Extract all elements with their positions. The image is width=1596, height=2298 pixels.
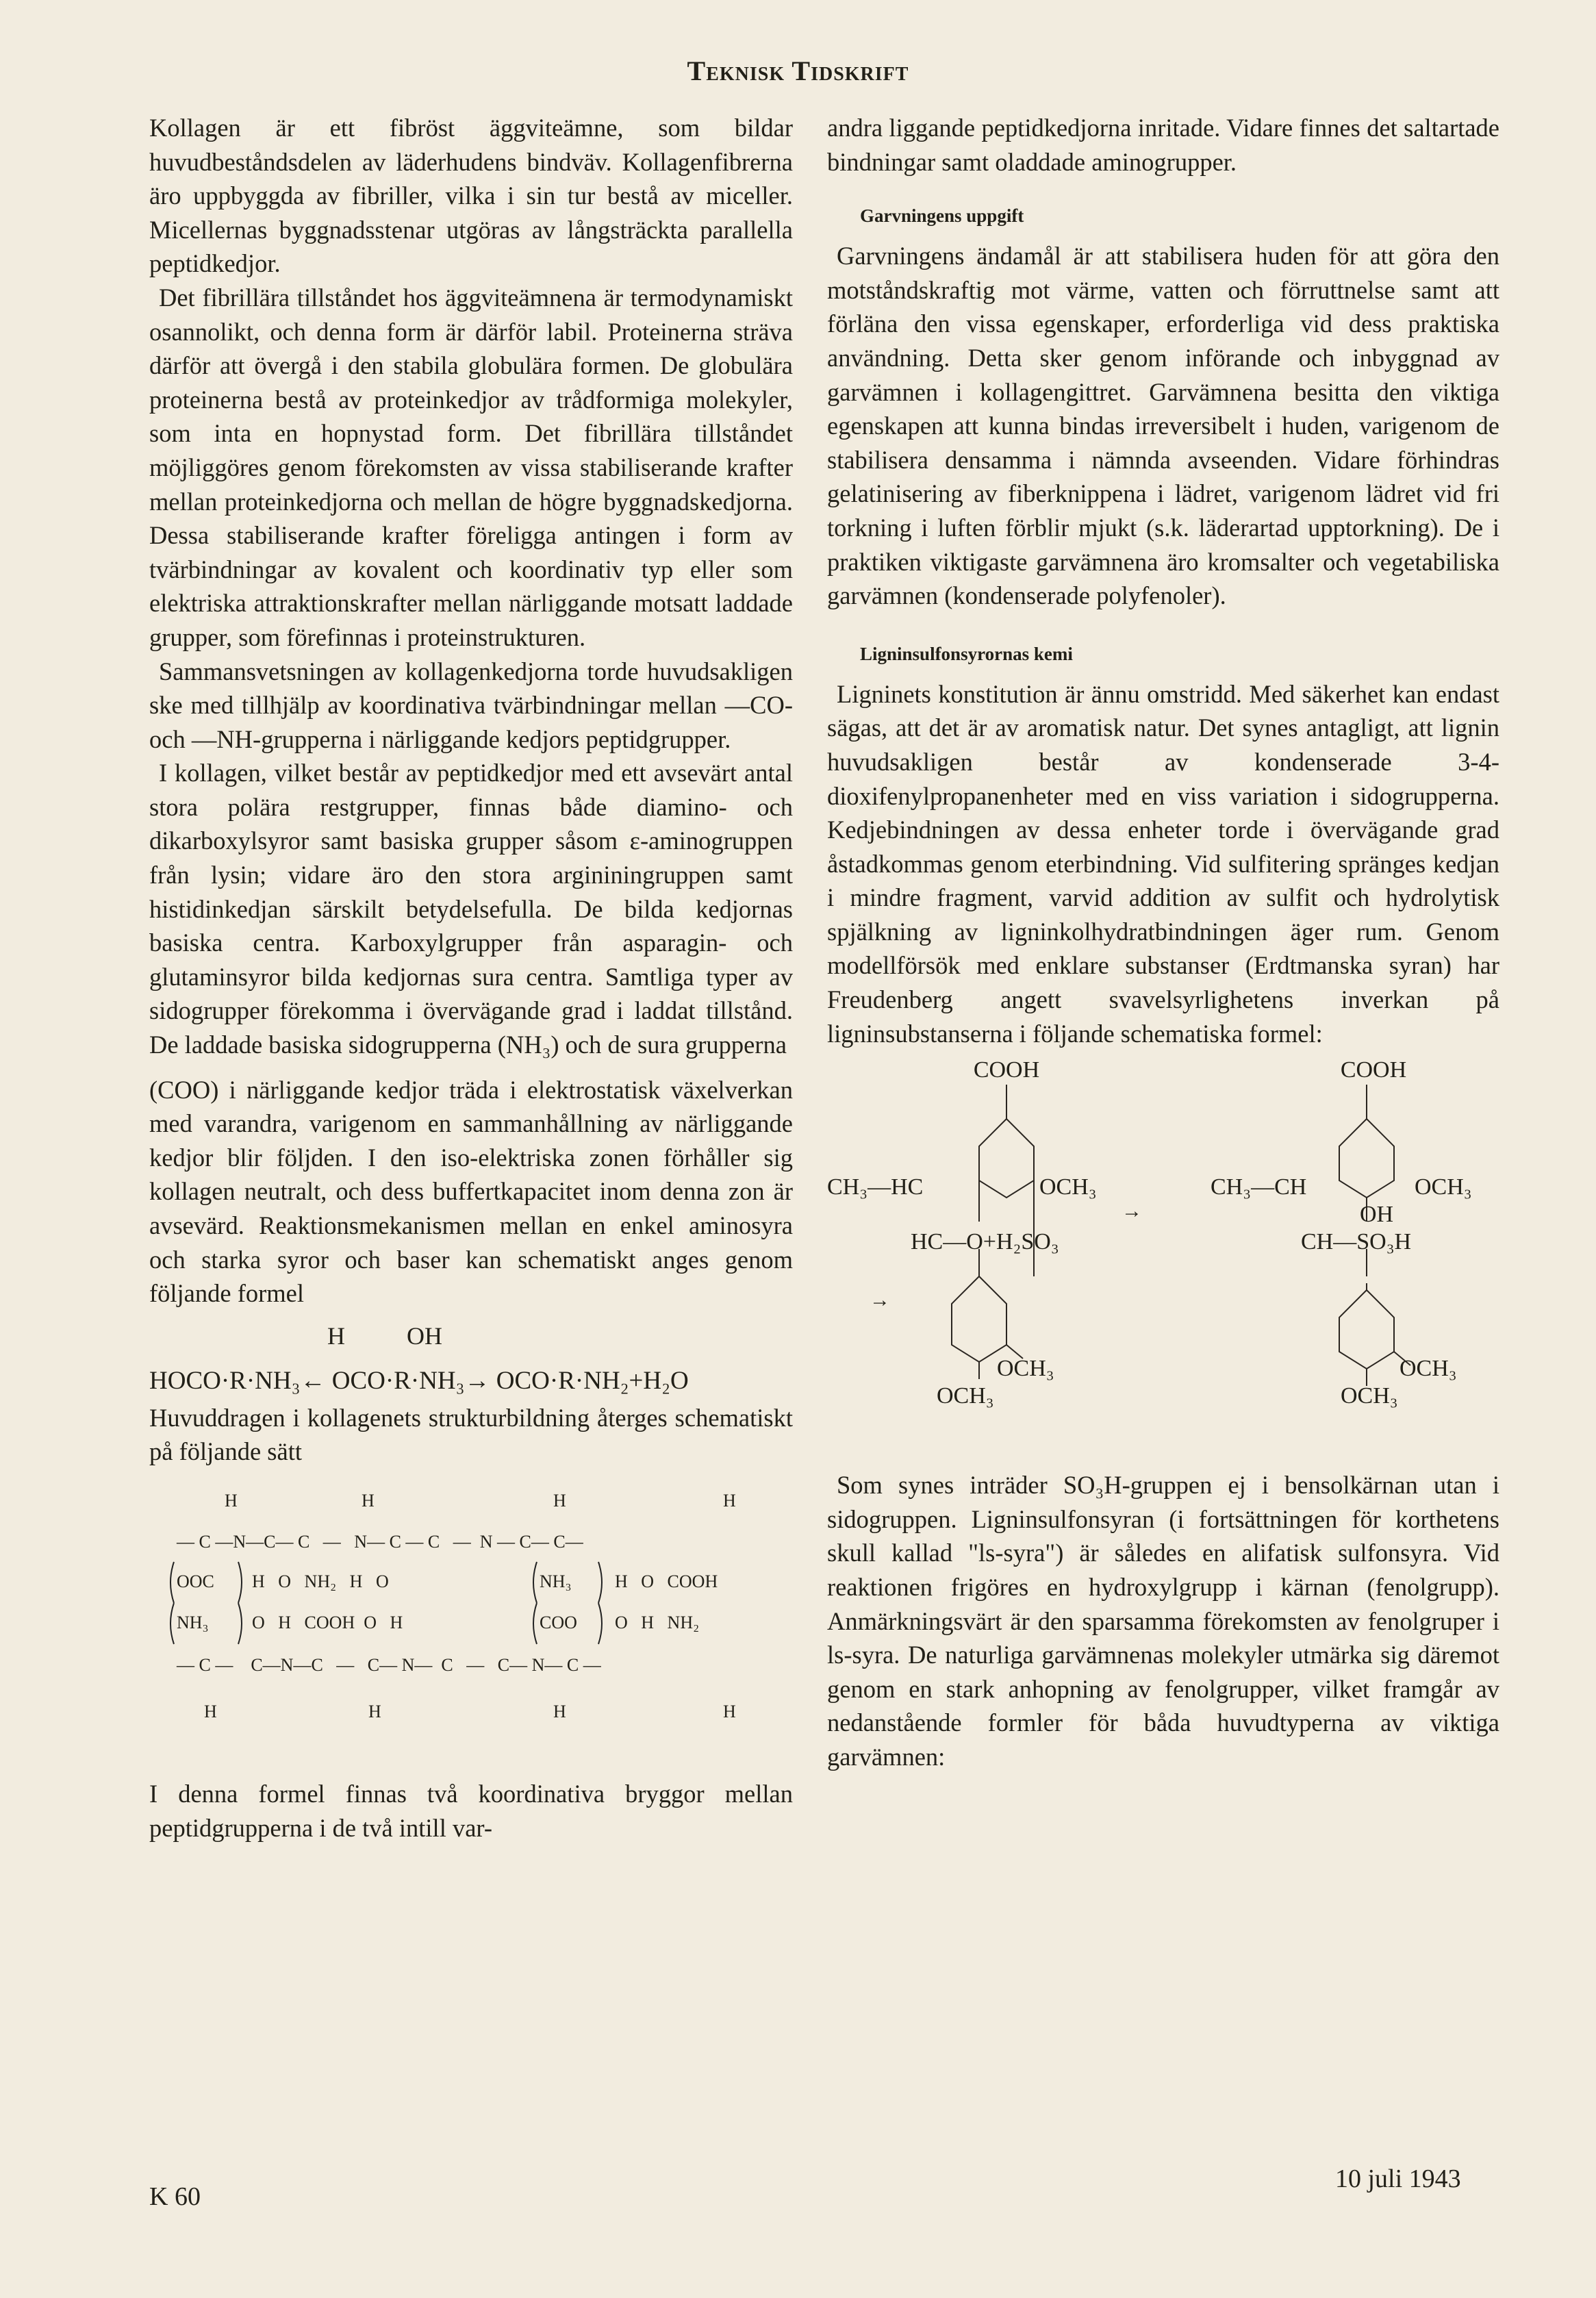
chain-line-bottom: — C — C—N—C — C— N— C — C— N— C —: [177, 1654, 601, 1675]
paragraph: Kollagen är ett fibröst äggviteämne, som bildar huvudbeståndsdelen av läderhudens bindväv. Kollagenfibrerna äro uppbyggda av fibriller, vilka i sin tur bestå av miceller. Micellernas byggnadsstenar utgöras av långsträckta parallella peptidkedjor.: [149, 114, 793, 278]
lignin-sulfonation-formula: [827, 1050, 1499, 1468]
h-label: H: [553, 1490, 566, 1511]
side-groups: O H COOH O H: [252, 1612, 403, 1632]
h-label: H: [553, 1701, 566, 1721]
right-column: [827, 111, 1499, 1774]
paragraph: Det fibrillära tillståndet hos äggviteämnena är termodynamiskt osannolikt, och denna form är därför labil. Proteinerna sträva därför att övergå i den stabila globulära formen. De globulära proteinerna bestå av proteinkedjor av trådformiga molekyler, som inta en hopnystad form. Det fibrillära tillståndet möjliggöres genom förekomsten av vissa stabiliserande krafter mellan proteinkedjorna och mellan de högre byggnadskedjorna. Dessa stabiliserande krafter föreligga antingen i form av tvärbindningar av kovalent och koordinativ typ eller som elektriska attraktionskrafter mellan närliggande motsatt laddade grupper, som förefinnas i proteinstrukturen.: [149, 283, 793, 651]
left-column: [149, 111, 793, 1845]
acid-group: OOC: [177, 1571, 214, 1591]
issue-date: 10 juli 1943: [1335, 2164, 1461, 2193]
cooh-label: COOH: [973, 1057, 1040, 1083]
paragraph: Som synes inträder SO₃H-gruppen ej i bensolkärnan utan i sidogruppen. Ligninsulfonsyran (i fortsättningen för korthetens skull kallad "ls-syra") är således en alifatisk sulfonsyra. Vid reaktionen frigöres en hydroxylgrupp i kärnan (fenolgrupp). Anmärkningsvärt är den sparsamma förekomsten av fenolgruper i ls-syra. De naturliga garvämnenas molekyler utmärka sig däremot genom en stark anhopning av fenolgrupper, vilket framgår av nedanstående formler för båda huvudtyperna av viktiga garvämnen:: [827, 1471, 1499, 1771]
acid-group: COO: [540, 1612, 577, 1632]
paragraph: andra liggande peptidkedjorna inritade. Vidare finnes det saltartade bindningar samt oladdade aminogrupper.: [827, 114, 1499, 176]
methoxy-label: OCH₃: [1039, 1174, 1097, 1200]
methyl-group: CH₃—HC: [827, 1174, 924, 1200]
journal-header: Teknisk Tidskrift: [687, 55, 909, 86]
paragraph: Ligninets konstitution är ännu omstridd. Med säkerhet kan endast sägas, att det är av aromatisk natur. Det synes antagligt, att lignin huvudsakligen består av kondenserade 3-4-dioxifenylpropanenheter med en viss variation i sidogrupperna. Kedjebindningen av dessa enheter torde i övervägande grad åstadkommas genom eterbindning. Vid sulfitering spränges kedjan i mindre fragment, varvid addition av sulfit och hydrolytisk spjälkning av ligninkolhydratbindningen äger rum. Genom modellförsök med enklare substanser (Erdtmanska syran) har Freudenberg angett svavelsyrlighetens inverkan på ligninsubstanserna i följande schematiska formel:: [827, 679, 1499, 1048]
reaction-arrow: →: [1122, 1200, 1142, 1223]
side-groups: H O COOH: [615, 1571, 718, 1591]
h-label: H: [723, 1701, 736, 1721]
methoxy-label: OCH₃: [997, 1356, 1054, 1382]
paragraph: (COO) i närliggande kedjor träda i elektrostatisk växelverkan med varandra, varigenom en sammanhållning av närliggande kedjor blir följden. I den iso-elektriska zonen förhåller sig kollagen neutralt, och dess buffertkapacitet inom denna zon är avsevärd. Reaktionsmekanismen mellan en enkel aminosyra och starka syror och baser kan schematiskt anges genom följande formel: [149, 1075, 793, 1308]
cooh-label: COOH: [1340, 1057, 1407, 1083]
ether-bond-label: HC—O+H₂SO₃: [911, 1229, 1059, 1255]
formula-main-line: HOCO·R·NH₃← OCO·R·NH₃→ OCO·R·NH₂+H₂O: [149, 1366, 689, 1395]
hydroxyl-label: OH: [1360, 1202, 1394, 1228]
chain-line-top: — C —N—C— C — N— C — C — N — C— C—: [177, 1531, 583, 1552]
page-number: K 60: [149, 2182, 201, 2211]
paragraph: Huvuddragen i kollagenets strukturbildning återges schematiskt på följande sätt: [149, 1403, 793, 1466]
section-heading: Garvningens uppgift: [860, 205, 1024, 227]
methyl-group: CH₃—CH: [1211, 1174, 1307, 1200]
formula-top-line: H OH: [327, 1322, 442, 1350]
paragraph: I denna formel finnas två koordinativa bryggor mellan peptidgrupperna i de två intill var-: [149, 1779, 793, 1842]
paragraph: Sammansvetsningen av kollagenkedjorna torde huvudsakligen ske med tillhjälp av koordinativa tvärbindningar mellan —CO- och —NH-grupperna i närliggande kedjors peptidgrupper.: [149, 657, 793, 753]
side-groups: H O NH₂ H O: [252, 1571, 389, 1591]
methoxy-label: OCH₃: [1399, 1356, 1457, 1382]
structure-bonds: [827, 1050, 1499, 1468]
paragraph: I kollagen, vilket består av peptidkedjor med ett avsevärt antal stora polära restgrupper, finnas både diamino- och dikarboxylsyror samt basiska grupper såsom ε-aminogruppen från lysin; vidare äro den stora argininingruppen samt histidinkedjan särskilt betydelsefulla. De bilda kedjornas basiska centra. Karboxylgrupper från asparagin- och glutaminsyror bilda kedjornas sura centra. Samtliga typer av sidogrupper förekomma i övervägande grad i laddat tillstånd. De laddade basiska sidogrupperna (NH₃) och de sura grupperna: [149, 759, 793, 1059]
methoxy-label: OCH₃: [1341, 1383, 1398, 1409]
methoxy-label: OCH₃: [937, 1383, 994, 1409]
paragraph: Garvningens ändamål är att stabilisera huden för att göra den motståndskraftig mot värme, vatten och förruttnelse samt att förläna den vissa egenskaper, erforderliga vid dess praktiska användning. Detta sker genom införande och inbyggnad av garvämnen i kollagengittret. Garvämnena besitta den viktiga egenskapen att kunna bindas irreversibelt i huden, varigenom de stabilisera densamma i nämnda avseenden. Vidare förhindras gelatinisering av fiberknippena i lädret, varigenom lädret vid fri torkning i luften förblir mjukt (s.k. läderartad upptorkning). De i praktiken viktigaste garvämnena äro kromsalter och vegetabiliska garvämnen (kondenserade polyfenoler).: [827, 242, 1499, 610]
h-label: H: [368, 1701, 381, 1721]
h-label: H: [225, 1490, 238, 1511]
side-groups: O H NH₂: [615, 1612, 700, 1632]
reaction-formula: [149, 1320, 793, 1397]
h-label: H: [204, 1701, 217, 1721]
methoxy-label: OCH₃: [1415, 1174, 1472, 1200]
h-label: H: [362, 1490, 375, 1511]
base-group: NH₃: [540, 1571, 572, 1591]
sulfonic-group: CH—SO₃H: [1301, 1229, 1412, 1255]
peptide-structure-formula: [149, 1469, 793, 1784]
section-heading: Ligninsulfonsyrornas kemi: [860, 643, 1073, 664]
h-label: H: [723, 1490, 736, 1511]
base-group: NH₃: [177, 1612, 209, 1632]
reaction-arrow: →: [870, 1289, 890, 1312]
